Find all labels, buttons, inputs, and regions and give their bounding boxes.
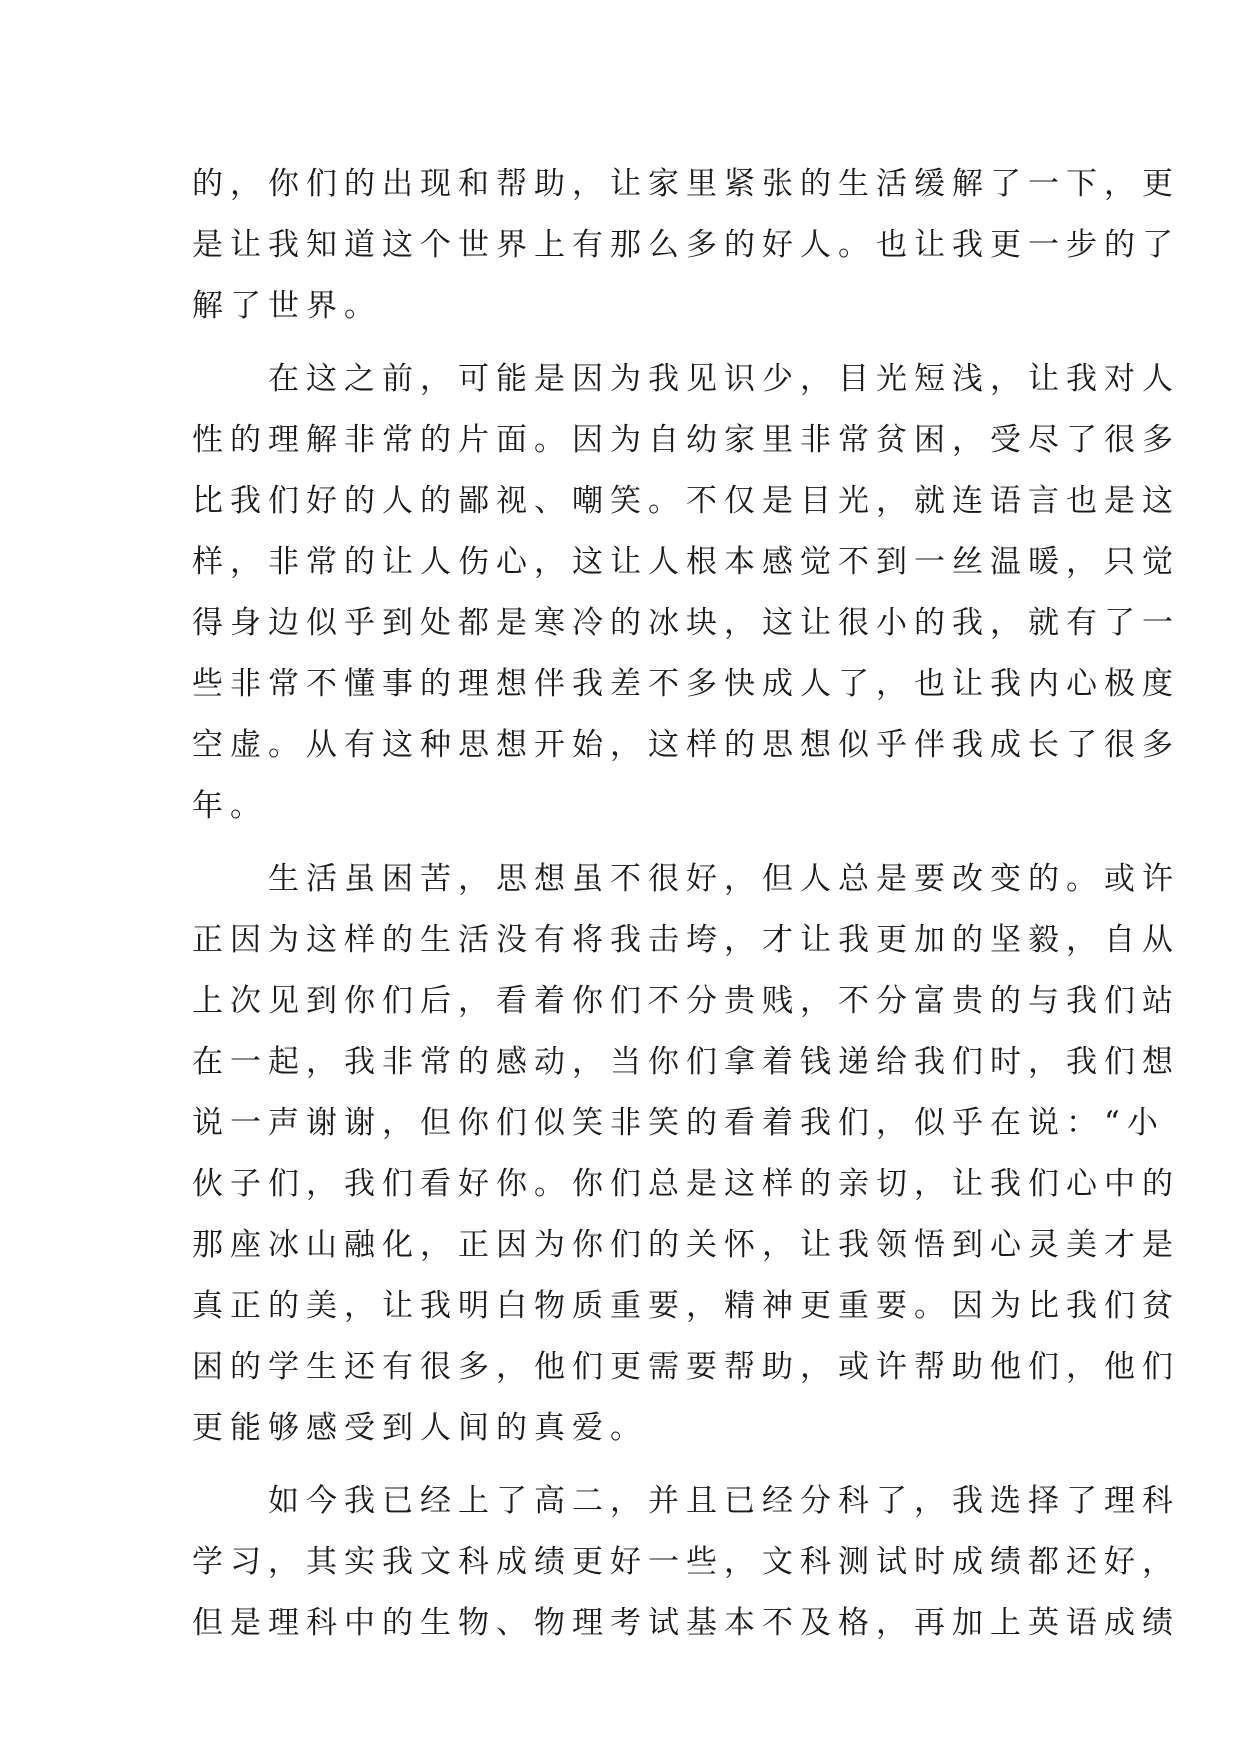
text-line: 些非常不懂事的理想伴我差不多快成人了，也让我内心极度 (192, 666, 1180, 702)
text-line: 正因为这样的生活没有将我击垮，才让我更加的坚毅，自从 (192, 922, 1180, 958)
text-line: 得身边似乎到处都是寒冷的冰块，这让很小的我，就有了一 (192, 605, 1180, 641)
body-text (192, 154, 1180, 1654)
text-line: 解了世界。 (192, 288, 382, 324)
text-line: 性的理解非常的片面。因为自幼家里非常贫困，受尽了很多 (192, 422, 1180, 458)
text-line: 更能够感受到人间的真爱。 (192, 1410, 648, 1446)
text-line: 比我们好的人的鄙视、嘲笑。不仅是目光，就连语言也是这 (192, 483, 1180, 519)
text-line: 真正的美，让我明白物质重要，精神更重要。因为比我们贫 (192, 1288, 1180, 1324)
text-line: 的，你们的出现和帮助，让家里紧张的生活缓解了一下，更 (192, 166, 1180, 202)
text-line: 是让我知道这个世界上有那么多的好人。也让我更一步的了 (192, 227, 1180, 263)
text-line: 学习，其实我文科成绩更好一些，文科测试时成绩都还好， (192, 1544, 1180, 1580)
text-line: 说一声谢谢，但你们似笑非笑的看着我们，似乎在说：“小 (192, 1105, 1165, 1141)
text-line: 在这之前，可能是因为我见识少，目光短浅，让我对人 (192, 361, 1180, 397)
text-line: 那座冰山融化，正因为你们的关怀，让我领悟到心灵美才是 (192, 1227, 1180, 1263)
text-line: 上次见到你们后，看着你们不分贵贱，不分富贵的与我们站 (192, 983, 1180, 1019)
text-line: 伙子们，我们看好你。你们总是这样的亲切，让我们心中的 (192, 1166, 1180, 1202)
text-line: 在一起，我非常的感动，当你们拿着钱递给我们时，我们想 (192, 1044, 1180, 1080)
text-line: 但是理科中的生物、物理考试基本不及格，再加上英语成绩 (192, 1605, 1180, 1641)
text-line: 空虚。从有这种思想开始，这样的思想似乎伴我成长了很多 (192, 727, 1180, 763)
text-line: 样，非常的让人伤心，这让人根本感觉不到一丝温暖，只觉 (192, 544, 1180, 580)
text-line: 困的学生还有很多，他们更需要帮助，或许帮助他们，他们 (192, 1349, 1180, 1385)
text-line: 如今我已经上了高二，并且已经分科了，我选择了理科 (192, 1483, 1180, 1519)
text-line: 生活虽困苦，思想虽不很好，但人总是要改变的。或许 (192, 861, 1180, 897)
text-line: 年。 (192, 788, 268, 824)
